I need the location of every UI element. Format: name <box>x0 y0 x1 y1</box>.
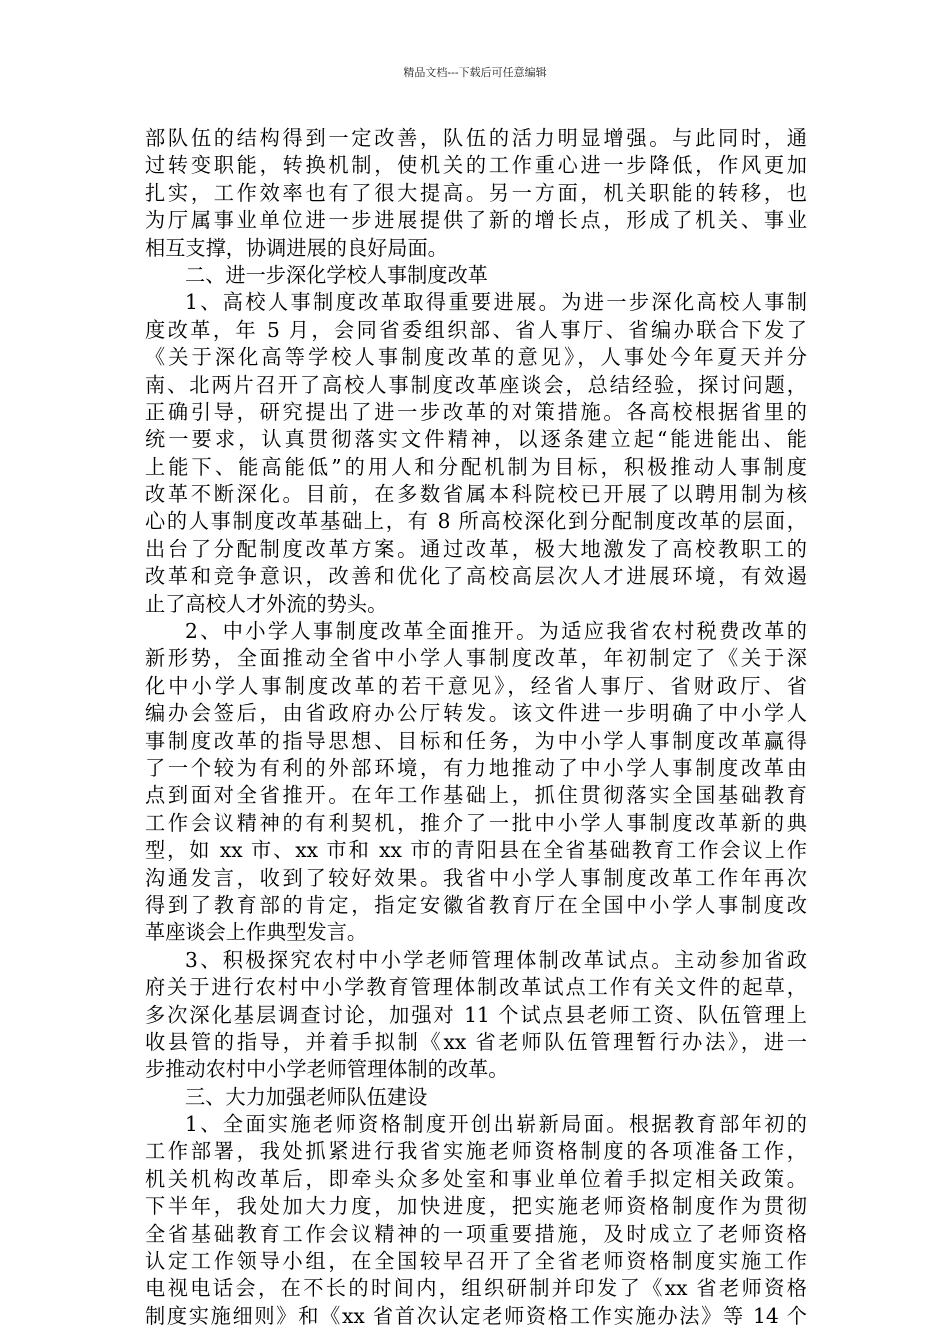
text-line: 电视电话会，在不长的时间内，组织研制并印发了《xx 省老师资格 <box>145 1276 807 1301</box>
text-line: 认定工作领导小组，在全国较早召开了全省老师资格制度实施工作 <box>145 1249 807 1274</box>
text-line: 《关于深化高等学校人事制度改革的意见》，人事处今年夏天并分 <box>145 345 807 370</box>
text-line: 止了高校人才外流的势头。 <box>145 591 388 616</box>
text-line: 制度实施细则》和《xx 省首次认定老师资格工作实施办法》等 14 个 <box>145 1303 807 1328</box>
page-header: 精品文档---下载后可任意编辑 <box>403 66 547 79</box>
text-line: 机关机构改革后，即牵头众多处室和事业单位着手拟定相关政策。 <box>145 1166 807 1191</box>
text-line: 下半年，我处加大力度，加快进度，把实施老师资格制度作为贯彻 <box>145 1194 807 1219</box>
text-line: 型，如 xx 市、xx 市和 xx 市的青阳县在全省基础教育工作会议上作 <box>145 838 807 863</box>
text-line: 为厅属事业单位进一步进展提供了新的增长点，形成了机关、事业 <box>145 208 807 233</box>
text-line: 统一要求，认真贯彻落实文件精神，以逐条建立起“能进能出、能 <box>145 427 807 452</box>
text-line: 全省基础教育工作会议精神的一项重要措施，及时成立了老师资格 <box>145 1221 807 1246</box>
text-line: 点到面对全省推开。在年工作基础上，抓住贯彻落实全国基础教育 <box>145 783 807 808</box>
text-line: 2、中小学人事制度改革全面推开。为适应我省农村税费改革的 <box>185 619 807 644</box>
text-line: 1、全面实施老师资格制度开创出崭新局面。根据教育部年初的 <box>185 1112 807 1137</box>
text-line: 沟通发言，收到了较好效果。我省中小学人事制度改革工作年再次 <box>145 865 807 890</box>
text-line: 三、大力加强老师队伍建设 <box>185 1084 428 1109</box>
text-line: 南、北两片召开了高校人事制度改革座谈会，总结经验，探讨问题， <box>145 372 807 397</box>
text-line: 1、高校人事制度改革取得重要进展。为进一步深化高校人事制 <box>185 290 807 315</box>
text-line: 改革不断深化。目前，在多数省属本科院校已开展了以聘用制为核 <box>145 482 807 507</box>
text-line: 二、进一步深化学校人事制度改革 <box>185 262 488 287</box>
text-line: 工作部署，我处抓紧进行我省实施老师资格制度的各项准备工作， <box>145 1139 807 1164</box>
text-line: 收县管的指导，并着手拟制《xx 省老师队伍管理暂行办法》，进一 <box>145 1029 807 1054</box>
text-line: 了一个较为有利的外部环境，有力地推动了中小学人事制度改革由 <box>145 755 807 780</box>
text-line: 部队伍的结构得到一定改善，队伍的活力明显增强。与此同时，通 <box>145 126 807 150</box>
text-line: 改革和竞争意识，改善和优化了高校高层次人才进展环境，有效遏 <box>145 564 807 589</box>
text-line: 上能下、能高能低”的用人和分配机制为目标，积极推动人事制度 <box>145 454 807 479</box>
text-line: 扎实，工作效率也有了很大提高。另一方面，机关职能的转移，也 <box>145 180 807 205</box>
text-line: 出台了分配制度改革方案。通过改革，极大地激发了高校教职工的 <box>145 536 807 561</box>
text-line: 新形势，全面推动全省中小学人事制度改革，年初制定了《关于深 <box>145 646 807 671</box>
text-line: 事制度改革的指导思想、目标和任务，为中小学人事制度改革赢得 <box>145 728 807 753</box>
text-line: 步推动农村中小学老师管理体制的改革。 <box>145 1057 509 1082</box>
text-line: 得到了教育部的肯定，指定安徽省教育厅在全国中小学人事制度改 <box>145 892 807 917</box>
text-line: 府关于进行农村中小学教育管理体制改革试点工作有关文件的起草， <box>145 975 807 1000</box>
text-line: 心的人事制度改革基础上，有 8 所高校深化到分配制度改革的层面， <box>145 509 807 534</box>
text-line: 度改革，年 5 月，会同省委组织部、省人事厅、省编办联合下发了 <box>145 317 807 342</box>
text-line: 相互支撑，协调进展的良好局面。 <box>145 235 448 260</box>
text-line: 3、积极探究农村中小学老师管理体制改革试点。主动参加省政 <box>185 947 807 972</box>
text-line: 过转变职能，转换机制，使机关的工作重心进一步降低，作风更加 <box>145 153 807 178</box>
text-line: 革座谈会上作典型发言。 <box>145 920 368 945</box>
text-line: 工作会议精神的有利契机，推介了一批中小学人事制度改革新的典 <box>145 810 807 835</box>
text-line: 多次深化基层调查讨论，加强对 11 个试点县老师工资、队伍管理上 <box>145 1002 807 1027</box>
text-line: 正确引导，研究提出了进一步改革的对策措施。各高校根据省里的 <box>145 399 807 424</box>
text-line: 化中小学人事制度改革的若干意见》，经省人事厅、省财政厅、省 <box>145 673 807 698</box>
text-line: 编办会签后，由省政府办公厅转发。该文件进一步明确了中小学人 <box>145 701 807 726</box>
document-body <box>145 125 807 1330</box>
